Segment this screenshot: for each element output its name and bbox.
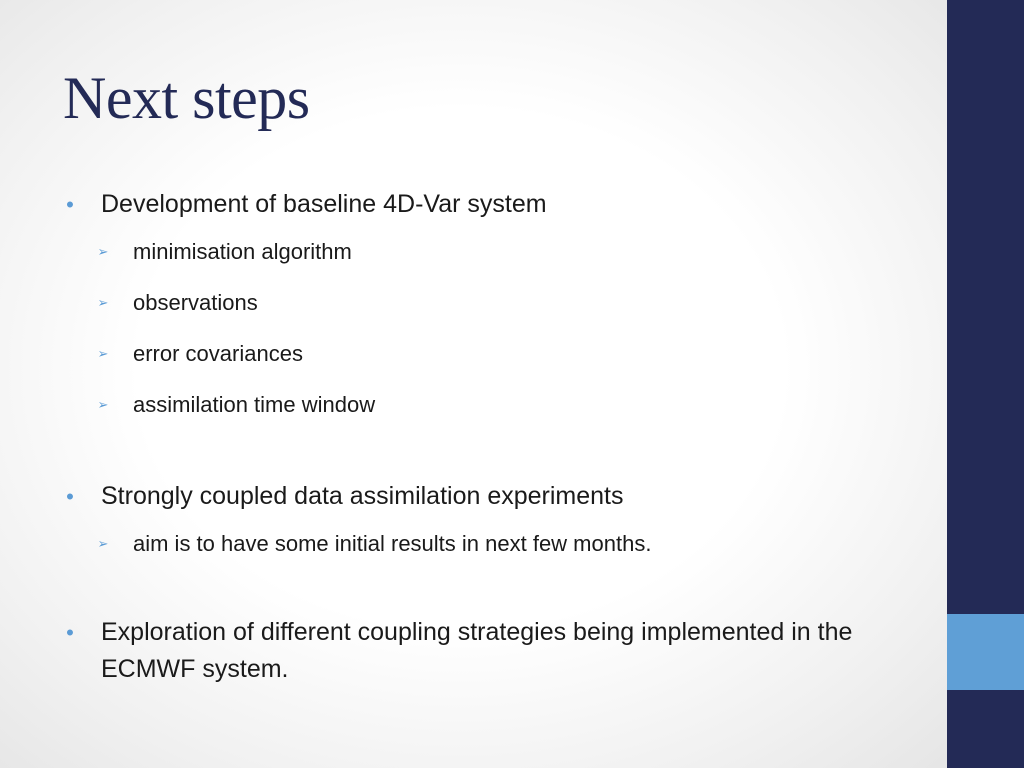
bullet-group-1 [60, 186, 920, 420]
bullet-dot-icon: • [66, 484, 74, 509]
arrowhead-icon: ➢ [97, 346, 109, 361]
sub-bullet-text: error covariances [133, 341, 303, 366]
arrowhead-icon: ➢ [97, 244, 109, 259]
sub-bullet-item [60, 288, 920, 318]
sub-bullet-text: assimilation time window [133, 392, 376, 417]
bullet-item [60, 186, 920, 223]
sub-bullet-item [60, 339, 920, 369]
bullet-group-3 [60, 614, 900, 688]
sub-bullet-text: observations [133, 290, 258, 315]
side-accent-block [947, 614, 1024, 690]
arrowhead-icon: ➢ [97, 397, 109, 412]
bullet-text: Development of baseline 4D-Var system [101, 190, 547, 218]
slide-title: Next steps [63, 65, 310, 131]
arrowhead-icon: ➢ [97, 295, 109, 310]
bullet-item [60, 614, 900, 688]
bullet-dot-icon: • [66, 192, 74, 217]
sub-bullet-item [60, 529, 920, 559]
bullet-text: Exploration of different coupling strategies being implemented in the ECMWF system. [101, 618, 853, 683]
sub-bullet-text: aim is to have some initial results in next few months. [133, 531, 652, 556]
bullet-item [60, 478, 920, 515]
sub-bullet-text: minimisation algorithm [133, 239, 352, 264]
bullet-dot-icon: • [66, 620, 74, 645]
bullet-text: Strongly coupled data assimilation experiments [101, 482, 624, 510]
bullet-group-2 [60, 478, 920, 559]
sub-bullet-item [60, 237, 920, 267]
sub-bullet-item [60, 390, 920, 420]
arrowhead-icon: ➢ [97, 536, 109, 551]
